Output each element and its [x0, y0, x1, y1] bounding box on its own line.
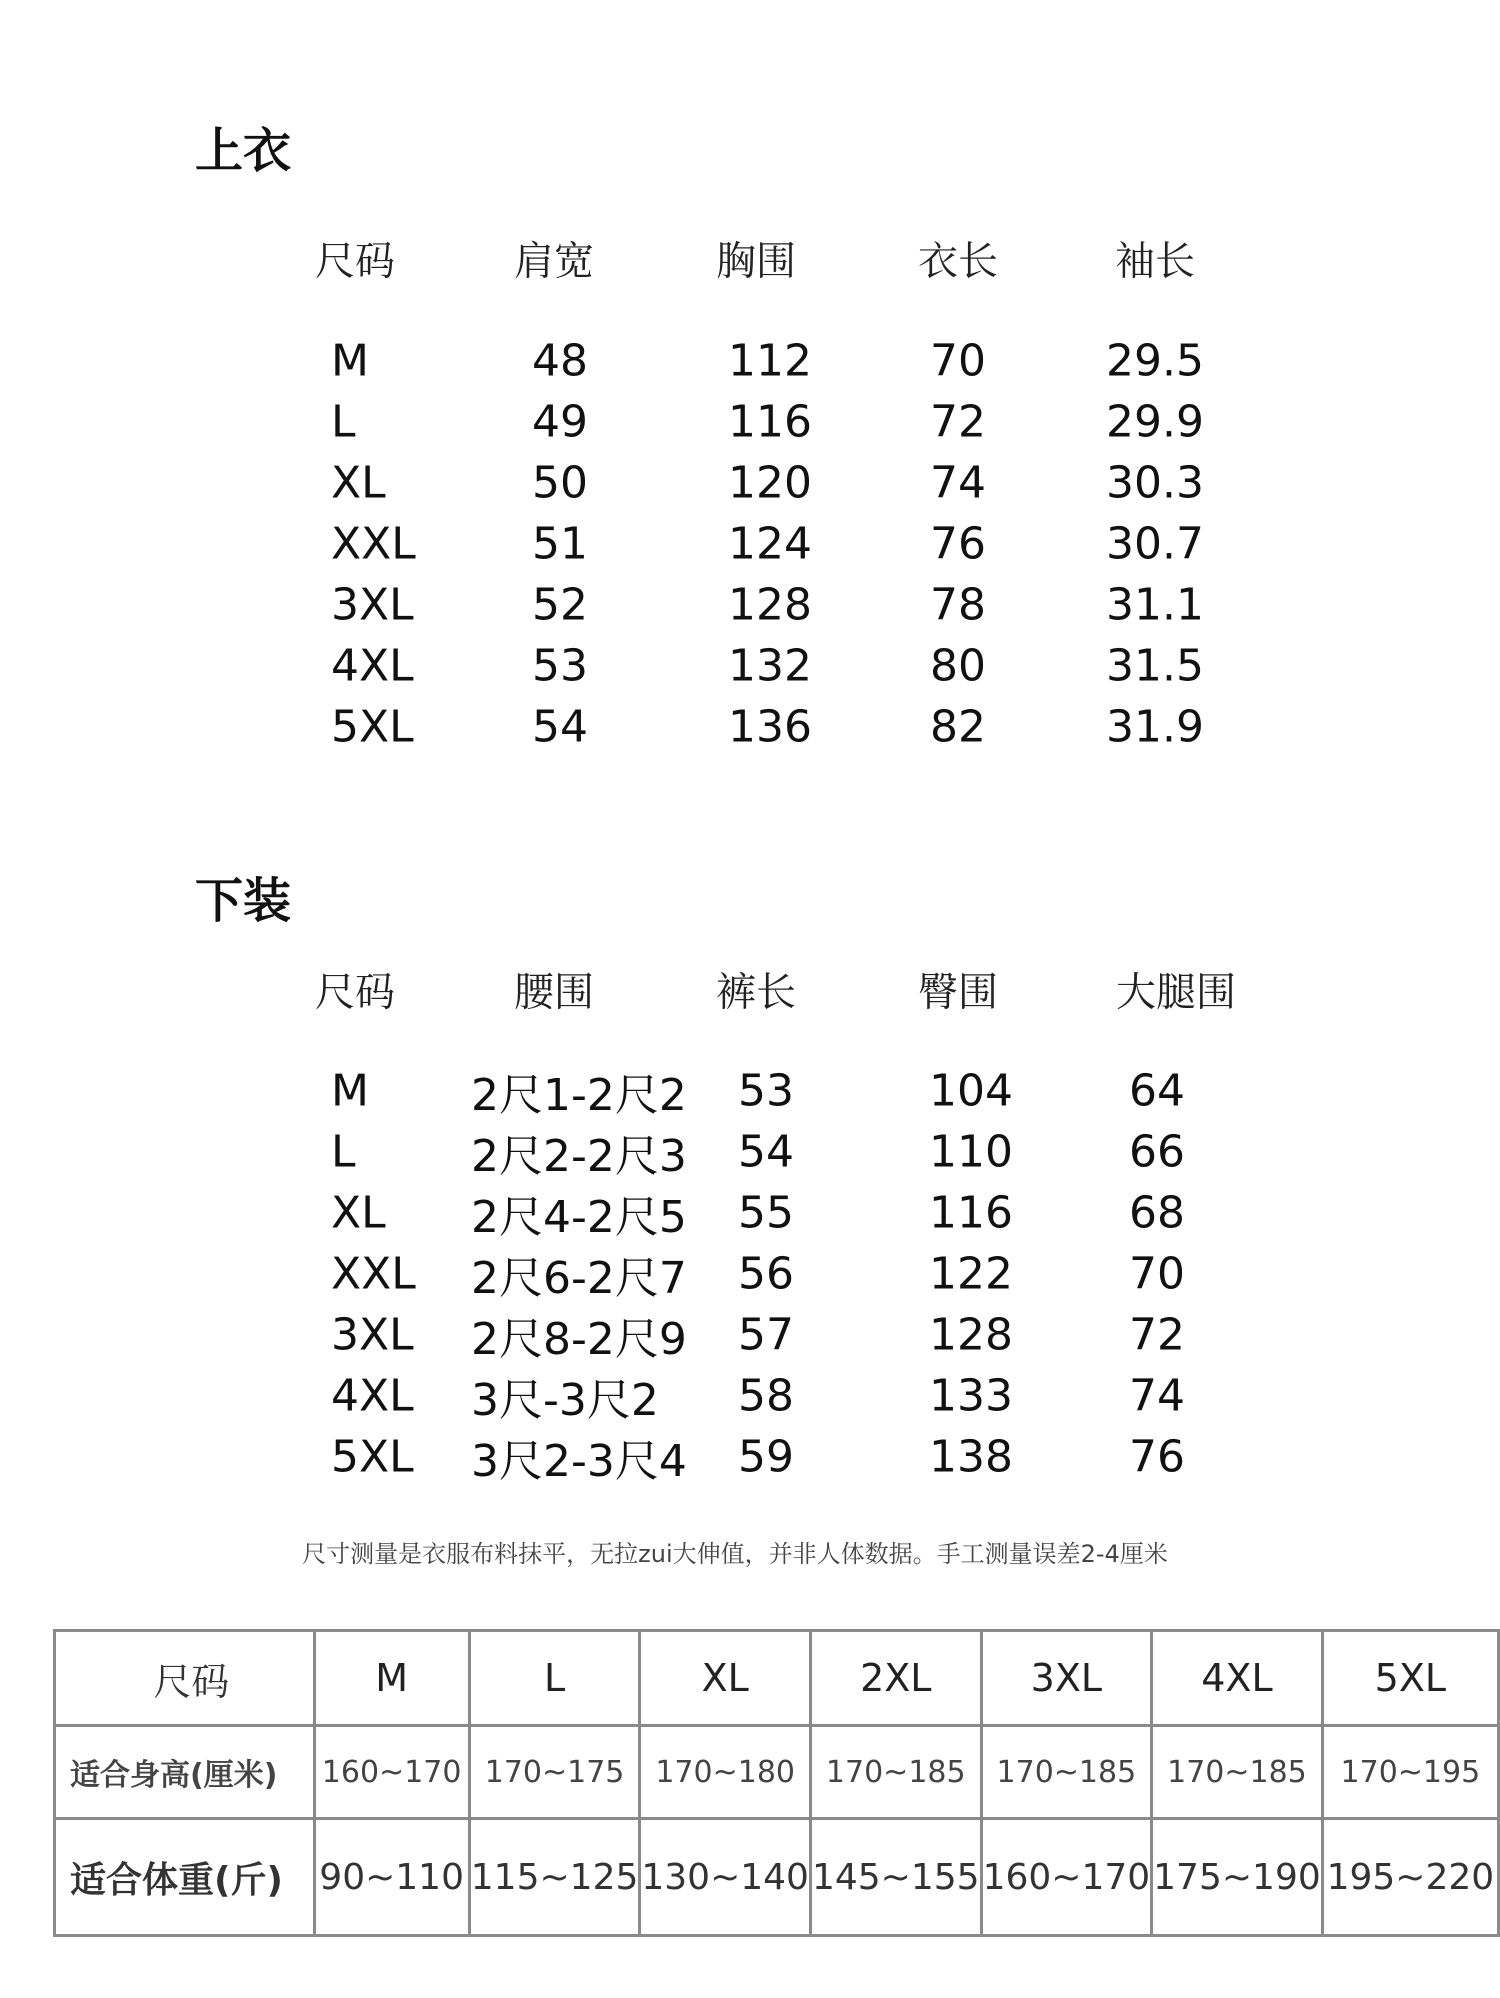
table-cell: 2尺4-2尺5 [471, 1192, 687, 1243]
table-cell: 54 [532, 701, 588, 753]
table-cell: 170~185 [1152, 1726, 1323, 1819]
table-cell: M [331, 1065, 369, 1117]
table-cell: XL [331, 457, 386, 509]
table-cell: 3XL [331, 579, 414, 631]
table-cell: 2尺6-2尺7 [471, 1253, 687, 1304]
table-cell: 110 [929, 1126, 1013, 1178]
table-cell: 58 [738, 1370, 794, 1422]
table-cell: 4XL [331, 640, 414, 692]
table-cell: 138 [929, 1431, 1013, 1483]
table-cell: 3XL [981, 1631, 1152, 1726]
table-cell: 52 [532, 579, 588, 631]
table-cell: 76 [1129, 1431, 1185, 1483]
table-cell: 51 [532, 518, 588, 570]
table-cell: 145~155 [810, 1819, 981, 1936]
table-cell: 170~180 [640, 1726, 811, 1819]
row-label: 尺码 [55, 1631, 315, 1726]
table-cell: 72 [930, 396, 986, 448]
table-cell: 30.3 [1106, 457, 1204, 509]
table-cell: 78 [930, 579, 986, 631]
fit-table-row [55, 1819, 1499, 1936]
table-cell: 4XL [331, 1370, 414, 1422]
table-cell: 122 [929, 1248, 1013, 1300]
table-cell: 112 [728, 335, 812, 387]
table-cell: 130~140 [640, 1819, 811, 1936]
table-cell: 5XL [331, 701, 414, 753]
table-cell: 160~170 [314, 1726, 469, 1819]
table-cell: 170~185 [981, 1726, 1152, 1819]
table-cell: 116 [929, 1187, 1013, 1239]
table-cell: 64 [1129, 1065, 1185, 1117]
table-cell: 49 [532, 396, 588, 448]
table-cell: M [314, 1631, 469, 1726]
table-cell: 53 [532, 640, 588, 692]
table-cell: 3XL [331, 1309, 414, 1361]
table-cell: L [331, 396, 356, 448]
fit-table [53, 1629, 1500, 1937]
column-header: 腰围 [514, 969, 594, 1016]
table-cell: 120 [728, 457, 812, 509]
column-header: 尺码 [315, 238, 395, 285]
table-cell: 170~175 [469, 1726, 640, 1819]
bottoms-title: 下装 [195, 873, 292, 929]
table-cell: M [331, 335, 369, 387]
table-cell: L [331, 1126, 356, 1178]
table-cell: 2尺2-2尺3 [471, 1131, 687, 1182]
table-cell: 132 [728, 640, 812, 692]
table-cell: 170~185 [810, 1726, 981, 1819]
fit-table-row [55, 1631, 1499, 1726]
table-cell: 2尺8-2尺9 [471, 1314, 687, 1365]
table-cell: 5XL [331, 1431, 414, 1483]
table-cell: 30.7 [1106, 518, 1204, 570]
column-header: 尺码 [315, 969, 395, 1016]
table-cell: 53 [738, 1065, 794, 1117]
table-cell: 3尺2-3尺4 [471, 1436, 687, 1487]
table-cell: 82 [930, 701, 986, 753]
table-cell: 29.9 [1106, 396, 1204, 448]
table-cell: 195~220 [1322, 1819, 1498, 1936]
table-cell: 66 [1129, 1126, 1185, 1178]
table-cell: XL [331, 1187, 386, 1239]
table-cell: 59 [738, 1431, 794, 1483]
table-cell: 70 [930, 335, 986, 387]
table-cell: 80 [930, 640, 986, 692]
table-cell: 72 [1129, 1309, 1185, 1361]
table-cell: 68 [1129, 1187, 1185, 1239]
column-header: 袖长 [1115, 238, 1195, 285]
table-cell: L [469, 1631, 640, 1726]
table-cell: 90~110 [314, 1819, 469, 1936]
tops-title: 上衣 [195, 123, 292, 179]
table-cell: 31.5 [1106, 640, 1204, 692]
table-cell: 128 [929, 1309, 1013, 1361]
table-cell: 175~190 [1152, 1819, 1323, 1936]
column-header: 臀围 [918, 969, 998, 1016]
table-cell: 116 [728, 396, 812, 448]
table-cell: 170~195 [1322, 1726, 1498, 1819]
table-cell: 2尺1-2尺2 [471, 1070, 687, 1121]
table-cell: 2XL [810, 1631, 981, 1726]
table-cell: 48 [532, 335, 588, 387]
table-cell: 133 [929, 1370, 1013, 1422]
table-cell: 50 [532, 457, 588, 509]
table-cell: 31.1 [1106, 579, 1204, 631]
table-cell: 104 [929, 1065, 1013, 1117]
table-cell: 31.9 [1106, 701, 1204, 753]
measurement-note: 尺寸测量是衣服布料抹平，无拉zui大伸值，并非人体数据。手工测量误差2-4厘米 [302, 1540, 1168, 1568]
table-cell: 56 [738, 1248, 794, 1300]
table-cell: 29.5 [1106, 335, 1204, 387]
table-cell: 57 [738, 1309, 794, 1361]
table-cell: 54 [738, 1126, 794, 1178]
table-cell: 3尺-3尺2 [471, 1375, 659, 1426]
column-header: 大腿围 [1116, 969, 1236, 1016]
row-label: 适合身高(厘米) [55, 1726, 315, 1819]
fit-table-row [55, 1726, 1499, 1819]
table-cell: 136 [728, 701, 812, 753]
table-cell: 115~125 [469, 1819, 640, 1936]
column-header: 裤长 [716, 969, 796, 1016]
table-cell: 124 [728, 518, 812, 570]
table-cell: 4XL [1152, 1631, 1323, 1726]
table-cell: 128 [728, 579, 812, 631]
table-cell: 74 [1129, 1370, 1185, 1422]
row-label: 适合体重(斤) [55, 1819, 315, 1936]
table-cell: 55 [738, 1187, 794, 1239]
table-cell: XXL [331, 518, 416, 570]
table-cell: 76 [930, 518, 986, 570]
table-cell: XL [640, 1631, 811, 1726]
column-header: 衣长 [918, 238, 998, 285]
column-header: 胸围 [716, 238, 796, 285]
table-cell: 74 [930, 457, 986, 509]
table-cell: 160~170 [981, 1819, 1152, 1936]
column-header: 肩宽 [514, 238, 594, 285]
table-cell: 70 [1129, 1248, 1185, 1300]
table-cell: 5XL [1322, 1631, 1498, 1726]
table-cell: XXL [331, 1248, 416, 1300]
